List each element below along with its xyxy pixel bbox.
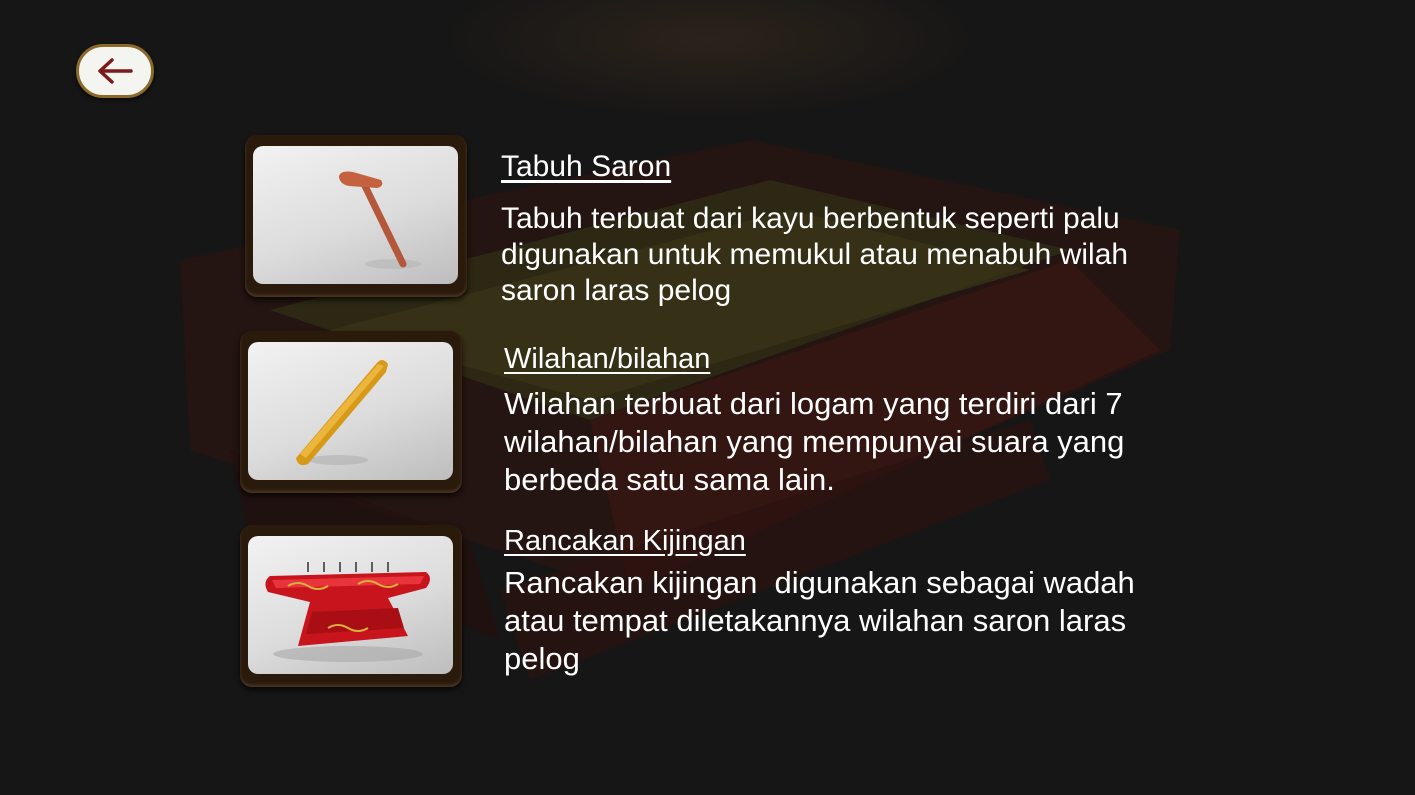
item-card-rancakan bbox=[240, 525, 462, 687]
wooden-mallet-image bbox=[253, 146, 458, 284]
item-card-wilahan bbox=[240, 331, 462, 493]
background-ornament bbox=[400, 0, 1020, 130]
back-button[interactable] bbox=[76, 44, 154, 98]
item-title-tabuh-saron: Tabuh Saron bbox=[501, 150, 672, 183]
arrow-left-icon bbox=[95, 56, 135, 86]
item-description-wilahan: Wilahan terbuat dari logam yang terdiri dari 7 wilahan/bilahan yang mempunyai suara yang berbeda satu sama lain. bbox=[504, 386, 1125, 497]
item-description-tabuh-saron: Tabuh terbuat dari kayu berbentuk seperti palu digunakan untuk memukul atau menabuh wilah saron laras pelog bbox=[501, 202, 1129, 307]
item-title-wilahan: Wilahan/bilahan bbox=[504, 343, 711, 375]
red-rancakan-image bbox=[248, 536, 453, 674]
item-card-tabuh-saron bbox=[245, 135, 467, 297]
item-title-rancakan: Rancakan Kijingan bbox=[504, 525, 746, 557]
item-description-rancakan: Rancakan kijingan digunakan sebagai wadah atau tempat diletakannya wilahan saron laras pelog bbox=[504, 565, 1135, 676]
gold-bar-image bbox=[248, 342, 453, 480]
